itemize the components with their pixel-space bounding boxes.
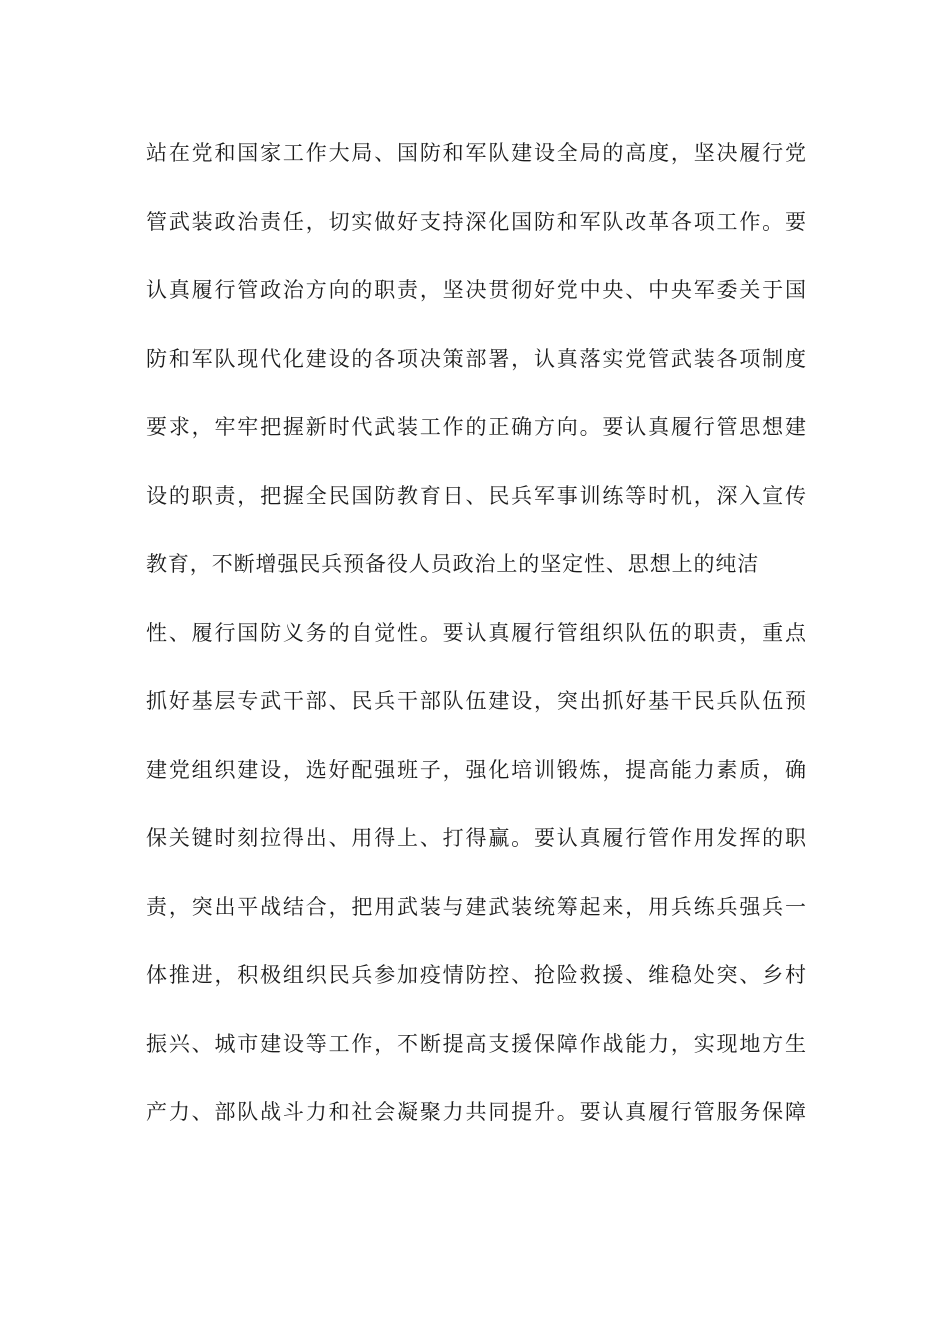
text-line: 责，突出平战结合，把用武装与建武装统筹起来，用兵练兵强兵一 xyxy=(146,894,806,919)
text-line: 体推进，积极组织民兵参加疫情防控、抢险救援、维稳处突、乡村 xyxy=(146,963,806,987)
text-line: 管武装政治责任，切实做好支持深化国防和军队改革各项工作。要 xyxy=(146,209,806,234)
text-line: 防和军队现代化建设的各项决策部署，认真落实党管武装各项制度 xyxy=(146,346,806,371)
text-line: 教育，不断增强民兵预备役人员政治上的坚定性、思想上的纯洁 xyxy=(146,552,760,576)
text-line: 保关键时刻拉得出、用得上、打得赢。要认真履行管作用发挥的职 xyxy=(146,826,806,850)
text-line: 振兴、城市建设等工作，不断提高支援保障作战能力，实现地方生 xyxy=(146,1031,806,1056)
text-line: 设的职责，把握全民国防教育日、民兵军事训练等时机，深入宣传 xyxy=(146,483,806,508)
text-line: 认真履行管政治方向的职责，坚决贯彻好党中央、中央军委关于国 xyxy=(146,278,806,302)
text-line: 建党组织建设，选好配强班子，强化培训锻炼，提高能力素质，确 xyxy=(146,757,806,782)
text-line: 产力、部队战斗力和社会凝聚力共同提升。要认真履行管服务保障 xyxy=(146,1100,806,1124)
text-line: 性、履行国防义务的自觉性。要认真履行管组织队伍的职责，重点 xyxy=(146,620,806,645)
text-line: 要求，牢牢把握新时代武装工作的正确方向。要认真履行管思想建 xyxy=(146,415,806,439)
text-line: 站在党和国家工作大局、国防和军队建设全局的高度，坚决履行党 xyxy=(146,141,806,165)
body-paragraph xyxy=(146,133,806,1161)
text-line: 抓好基层专武干部、民兵干部队伍建设，突出抓好基干民兵队伍预 xyxy=(146,689,806,713)
